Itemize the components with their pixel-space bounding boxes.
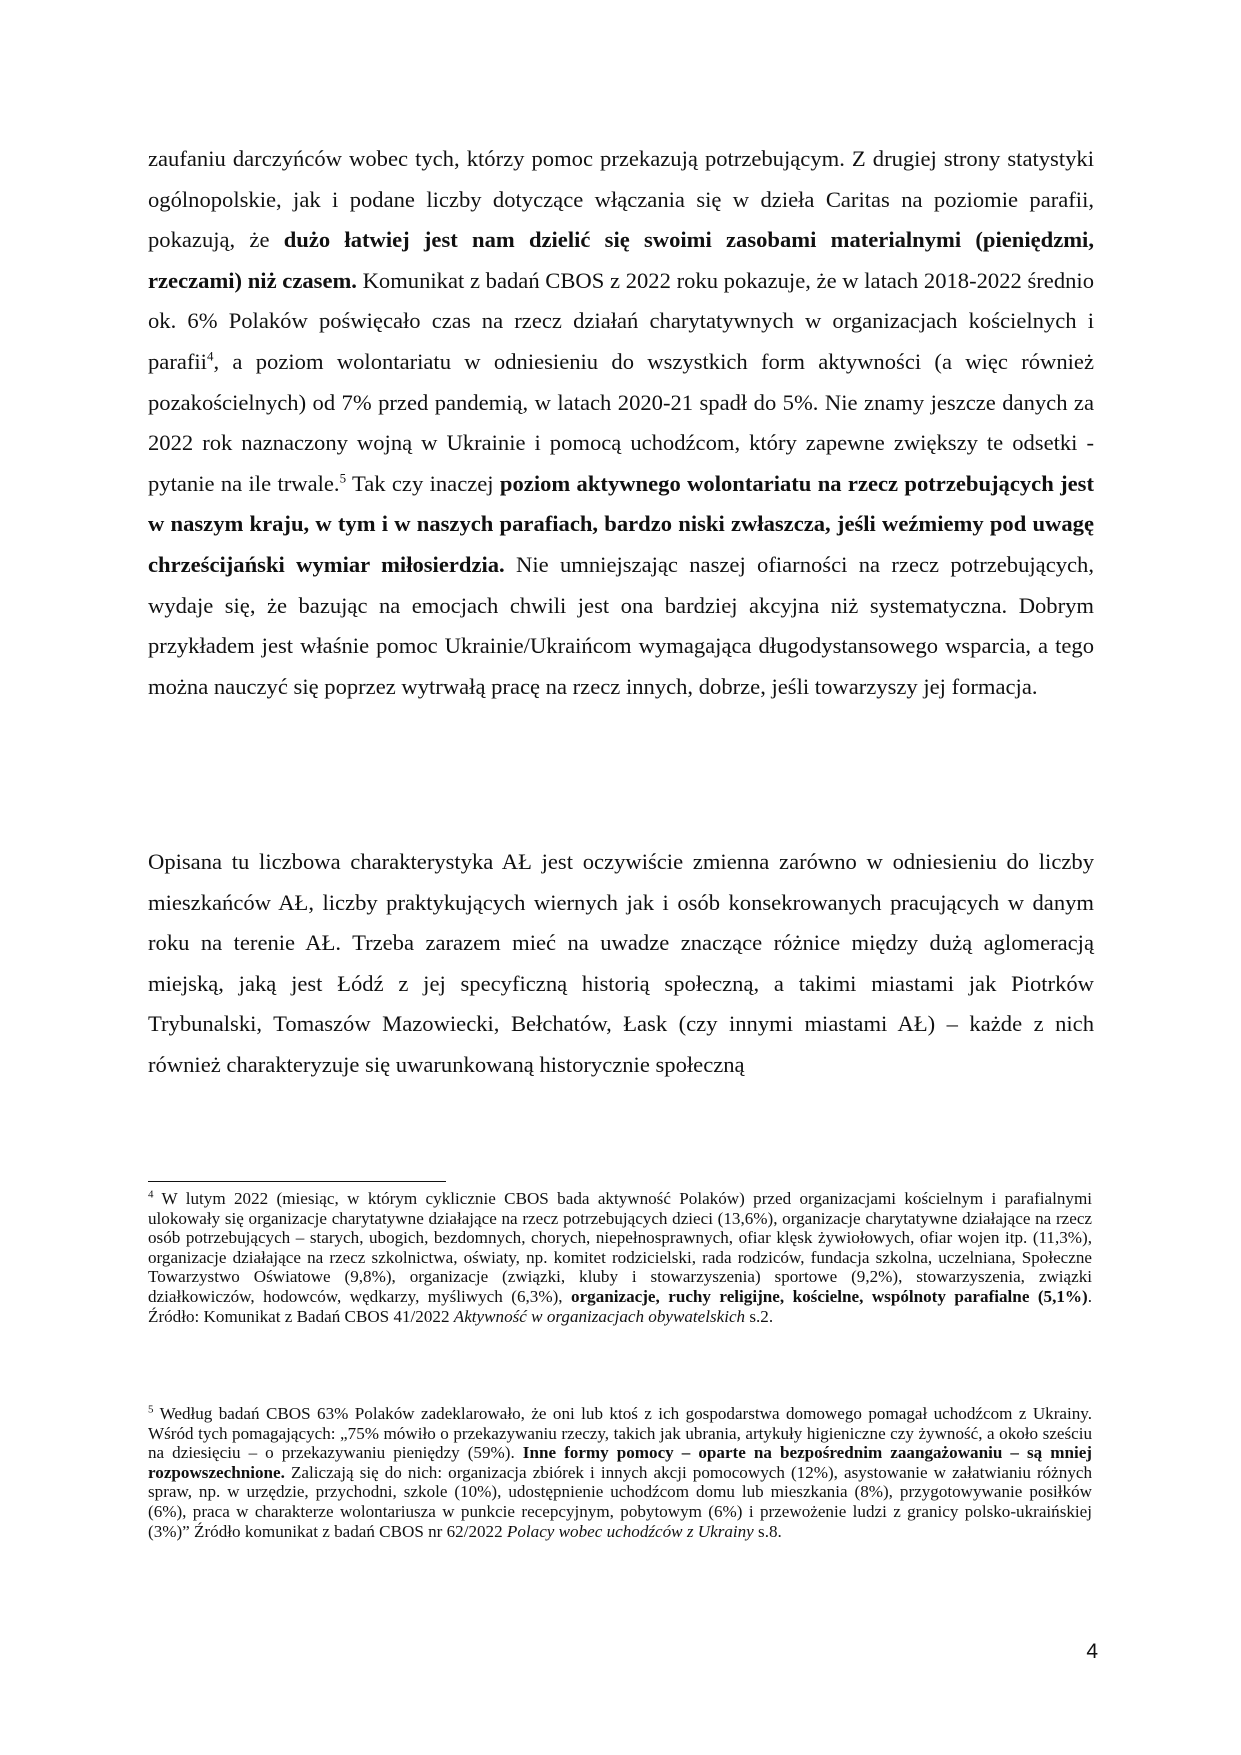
body-paragraph-1	[148, 139, 1094, 707]
text-run: Zaliczają się do nich: organizacja zbiórek i innych akcji pomocowych (12%), asystowanie w załatwianiu różnych spraw, np. w urzędzie, przychodni, szkole (10%), udostępnienie uchodźcom domu lub mieszkania (8%), przygotowywanie posiłków (6%), praca w charakterze wolontariusza w punkcie recepcyjnym, pobytowym (6%) i przewożenie ludzi z granicy polsko-ukraińskiej (3%)” Źródło komunikat z badań CBOS nr 62/2022	[148, 1462, 1092, 1541]
bold-emphasis: poziom aktywnego wolontariatu na rzecz potrzebujących jest w naszym kraju, w tym i w naszych parafiach, bardzo niski zwłaszcza, jeśli weźmiemy pod uwagę chrześcijański wymiar miłosierdzia.	[148, 470, 1094, 577]
italic-title: Aktywność w organizacjach obywatelskich	[453, 1306, 746, 1326]
italic-title: Polacy wobec uchodźców z Ukrainy	[506, 1521, 754, 1541]
footnote-4	[148, 1189, 1092, 1326]
bold-emphasis: dużo łatwiej jest nam dzielić się swoimi zasobami materialnymi (pieniędzmi, rzeczami) niż czasem.	[148, 227, 1094, 293]
bold-emphasis: organizacje, ruchy religijne, kościelne, wspólnoty parafialne (5,1%)	[571, 1286, 1088, 1306]
text-run: , a poziom wolontariatu w odniesieniu do wszystkich form aktywności (a więc również pozakościelnych) od 7% przed pandemią, w latach 2020-21 spadł do 5%. Nie znamy jeszcze danych za 2022 rok naznaczony wojną w Ukrainie i pomocą uchodźcom, który zapewne zwiększy te odsetki - pytanie na ile trwale.	[148, 348, 1094, 496]
text-run: Według badań CBOS 63% Polaków zadeklarowało, że oni lub ktoś z ich gospodarstwa domowego pomagał uchodźcom z Ukrainy. Wśród tych pomagających: „75% mówiło o przekazywaniu rzeczy, takich jak ubrania, artykuły higieniczne czy żywność, a około sześciu na dziesięciu – o przekazywaniu pieniędzy (59%).	[148, 1404, 1092, 1463]
text-run: s.8.	[753, 1521, 782, 1541]
text-run: . Źródło: Komunikat z Badań CBOS 41/2022	[148, 1286, 1092, 1326]
text-run: Komunikat z badań CBOS z 2022 roku pokazuje, że w latach 2018-2022 średnio ok. 6% Polaków poświęcało czas na rzecz działań charytatywnych w organizacjach kościelnych i parafii	[148, 267, 1094, 374]
bold-emphasis: Inne formy pomocy – oparte na bezpośrednim zaangażowaniu – są mniej rozpowszechnione.	[148, 1443, 1093, 1482]
footnote-5	[148, 1404, 1092, 1541]
text-run: Tak czy inaczej	[346, 470, 500, 496]
text-run: s.2.	[745, 1306, 774, 1326]
footnote-number: 4	[148, 1188, 154, 1201]
footnote-number: 5	[148, 1403, 154, 1416]
body-paragraph-2: Opisana tu liczbowa charakterystyka AŁ jest oczywiście zmienna zarówno w odniesieniu do liczby mieszkańców AŁ, liczby praktykujących wiernych jak i osób konsekrowanych pracujących w danym roku na terenie AŁ. Trzeba zarazem mieć na uwadze znaczące różnice między dużą aglomeracją miejską, jaką jest Łódź z jej specyficzną historią społeczną, a takimi miastami jak Piotrków Trybunalski, Tomaszów Mazowiecki, Bełchatów, Łask (czy innymi miastami AŁ) – każde z nich również charakteryzuje się uwarunkowaną historycznie społeczną	[148, 849, 1094, 1077]
footnote-separator	[148, 1181, 446, 1182]
page-number: 4	[1086, 1640, 1098, 1663]
footnote-ref-5[interactable]: 5	[339, 470, 347, 486]
text-run: W lutym 2022 (miesiąc, w którym cyklicznie CBOS bada aktywność Polaków) przed organizacjami kościelnym i parafialnymi ulokowały się organizacje charytatywne działające na rzecz potrzebujących dzieci (13,6%), organizacje charytatywne działające na rzecz osób potrzebujących – starych, ubogich, bezdomnych, chorych, niepełnosprawnych, ofiar klęsk żywiołowych, ofiar wojen itp. (11,3%), organizacje działające na rzecz szkolnictwa, oświaty, np. komitet rodzicielski, rada rodziców, fundacja szkolna, uczelniana, Społeczne Towarzystwo Oświatowe (9,8%), organizacje (związki, kluby i stowarzyszenia) sportowe (9,2%), stowarzyszenia, związki działkowiczów, hodowców, wędkarzy, myśliwych (6,3%),	[148, 1189, 1092, 1306]
text-run: Nie umniejszając naszej ofiarności na rzecz potrzebujących, wydaje się, że bazując na emocjach chwili jest ona bardziej akcyjna niż systematyczna. Dobrym przykładem jest właśnie pomoc Ukrainie/Ukraińcom wymagająca długodystansowego wsparcia, a tego można nauczyć się poprzez wytrwałą pracę na rzecz innych, dobrze, jeśli towarzyszy jej formacja.	[148, 551, 1095, 699]
footnote-ref-4[interactable]: 4	[206, 348, 214, 364]
text-run: zaufaniu darczyńców wobec tych, którzy pomoc przekazują potrzebującym. Z drugiej strony statystyki ogólnopolskie, jak i podane liczby dotyczące włączania się w dzieła Caritas na poziomie parafii, pokazują, że	[148, 146, 1094, 253]
